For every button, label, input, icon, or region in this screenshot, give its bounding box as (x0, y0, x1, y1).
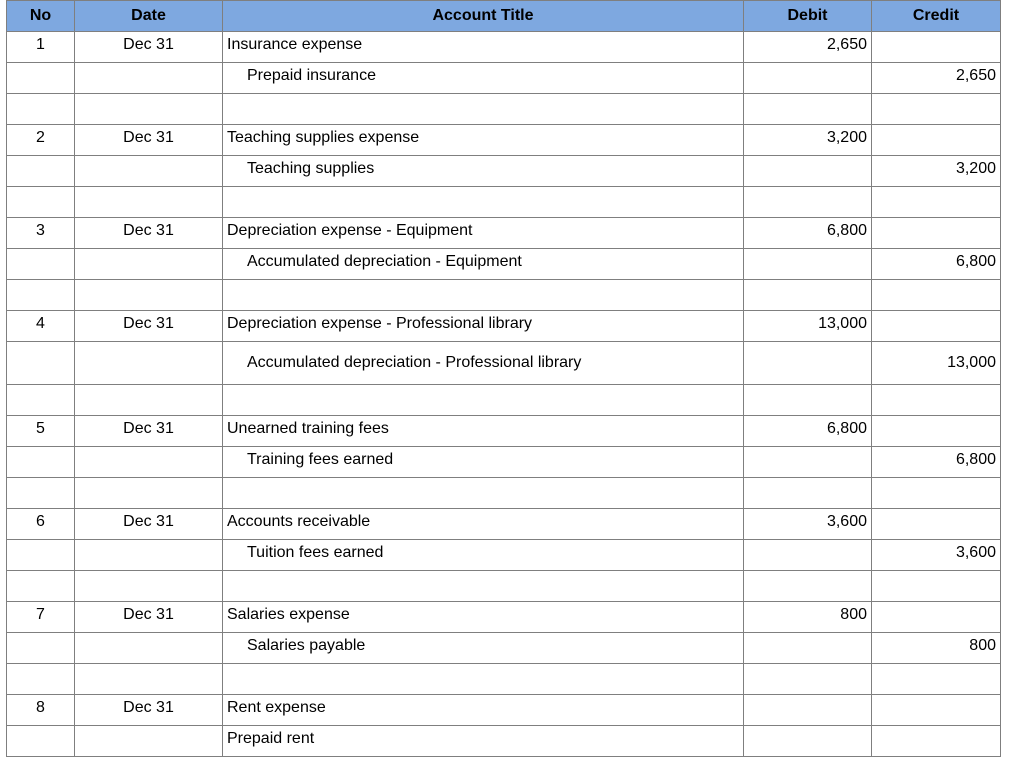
entry-no: 7 (7, 602, 75, 633)
debit-amount: 3,200 (744, 125, 872, 156)
debit-account: Accounts receivable (223, 509, 744, 540)
debit-account: Teaching supplies expense (223, 125, 744, 156)
journal-table (6, 0, 1001, 757)
credit-account: Prepaid rent (223, 726, 744, 757)
credit-account: Prepaid insurance (223, 63, 744, 94)
entry-date: Dec 31 (75, 311, 223, 342)
header-debit: Debit (744, 1, 872, 32)
entry-no: 5 (7, 416, 75, 447)
credit-account: Teaching supplies (223, 156, 744, 187)
blank-row (7, 187, 1001, 218)
entry-no: 8 (7, 695, 75, 726)
table-row (7, 540, 1001, 571)
blank-row (7, 94, 1001, 125)
table-row (7, 447, 1001, 478)
table-row (7, 602, 1001, 633)
entry-date: Dec 31 (75, 32, 223, 63)
table-row (7, 509, 1001, 540)
credit-amount-empty (872, 32, 1001, 63)
credit-amount (872, 726, 1001, 757)
credit-account: Tuition fees earned (223, 540, 744, 571)
table-row (7, 249, 1001, 280)
entry-no: 3 (7, 218, 75, 249)
entry-no: 2 (7, 125, 75, 156)
blank-row (7, 385, 1001, 416)
credit-amount: 13,000 (872, 342, 1001, 385)
entry-date: Dec 31 (75, 602, 223, 633)
debit-amount (744, 695, 872, 726)
debit-amount: 3,600 (744, 509, 872, 540)
debit-account: Depreciation expense - Equipment (223, 218, 744, 249)
table-row (7, 416, 1001, 447)
entry-date: Dec 31 (75, 695, 223, 726)
header-account-title: Account Title (223, 1, 744, 32)
debit-amount: 6,800 (744, 416, 872, 447)
credit-amount: 3,200 (872, 156, 1001, 187)
credit-amount: 3,600 (872, 540, 1001, 571)
entry-no: 6 (7, 509, 75, 540)
entry-no: 1 (7, 32, 75, 63)
header-no: No (7, 1, 75, 32)
table-row (7, 633, 1001, 664)
table-row (7, 218, 1001, 249)
credit-account: Accumulated depreciation - Equipment (223, 249, 744, 280)
debit-account: Depreciation expense - Professional library (223, 311, 744, 342)
table-row (7, 311, 1001, 342)
blank-row (7, 280, 1001, 311)
table-row (7, 63, 1001, 94)
credit-amount: 6,800 (872, 447, 1001, 478)
debit-amount: 13,000 (744, 311, 872, 342)
debit-account: Salaries expense (223, 602, 744, 633)
entry-no: 4 (7, 311, 75, 342)
header-row (7, 1, 1001, 32)
entry-date: Dec 31 (75, 218, 223, 249)
debit-account: Insurance expense (223, 32, 744, 63)
table-row (7, 726, 1001, 757)
blank-row (7, 478, 1001, 509)
credit-amount: 6,800 (872, 249, 1001, 280)
table-row (7, 156, 1001, 187)
entry-date: Dec 31 (75, 509, 223, 540)
debit-account: Unearned training fees (223, 416, 744, 447)
credit-account: Salaries payable (223, 633, 744, 664)
entry-date: Dec 31 (75, 125, 223, 156)
credit-amount: 800 (872, 633, 1001, 664)
table-row (7, 125, 1001, 156)
credit-amount: 2,650 (872, 63, 1001, 94)
entry-date: Dec 31 (75, 416, 223, 447)
credit-account: Accumulated depreciation - Professional library (223, 342, 744, 385)
debit-amount: 800 (744, 602, 872, 633)
debit-amount: 6,800 (744, 218, 872, 249)
header-date: Date (75, 1, 223, 32)
blank-row (7, 664, 1001, 695)
debit-amount: 2,650 (744, 32, 872, 63)
credit-account: Training fees earned (223, 447, 744, 478)
header-credit: Credit (872, 1, 1001, 32)
blank-row (7, 571, 1001, 602)
table-row (7, 32, 1001, 63)
table-row (7, 342, 1001, 385)
table-row (7, 695, 1001, 726)
debit-account: Rent expense (223, 695, 744, 726)
